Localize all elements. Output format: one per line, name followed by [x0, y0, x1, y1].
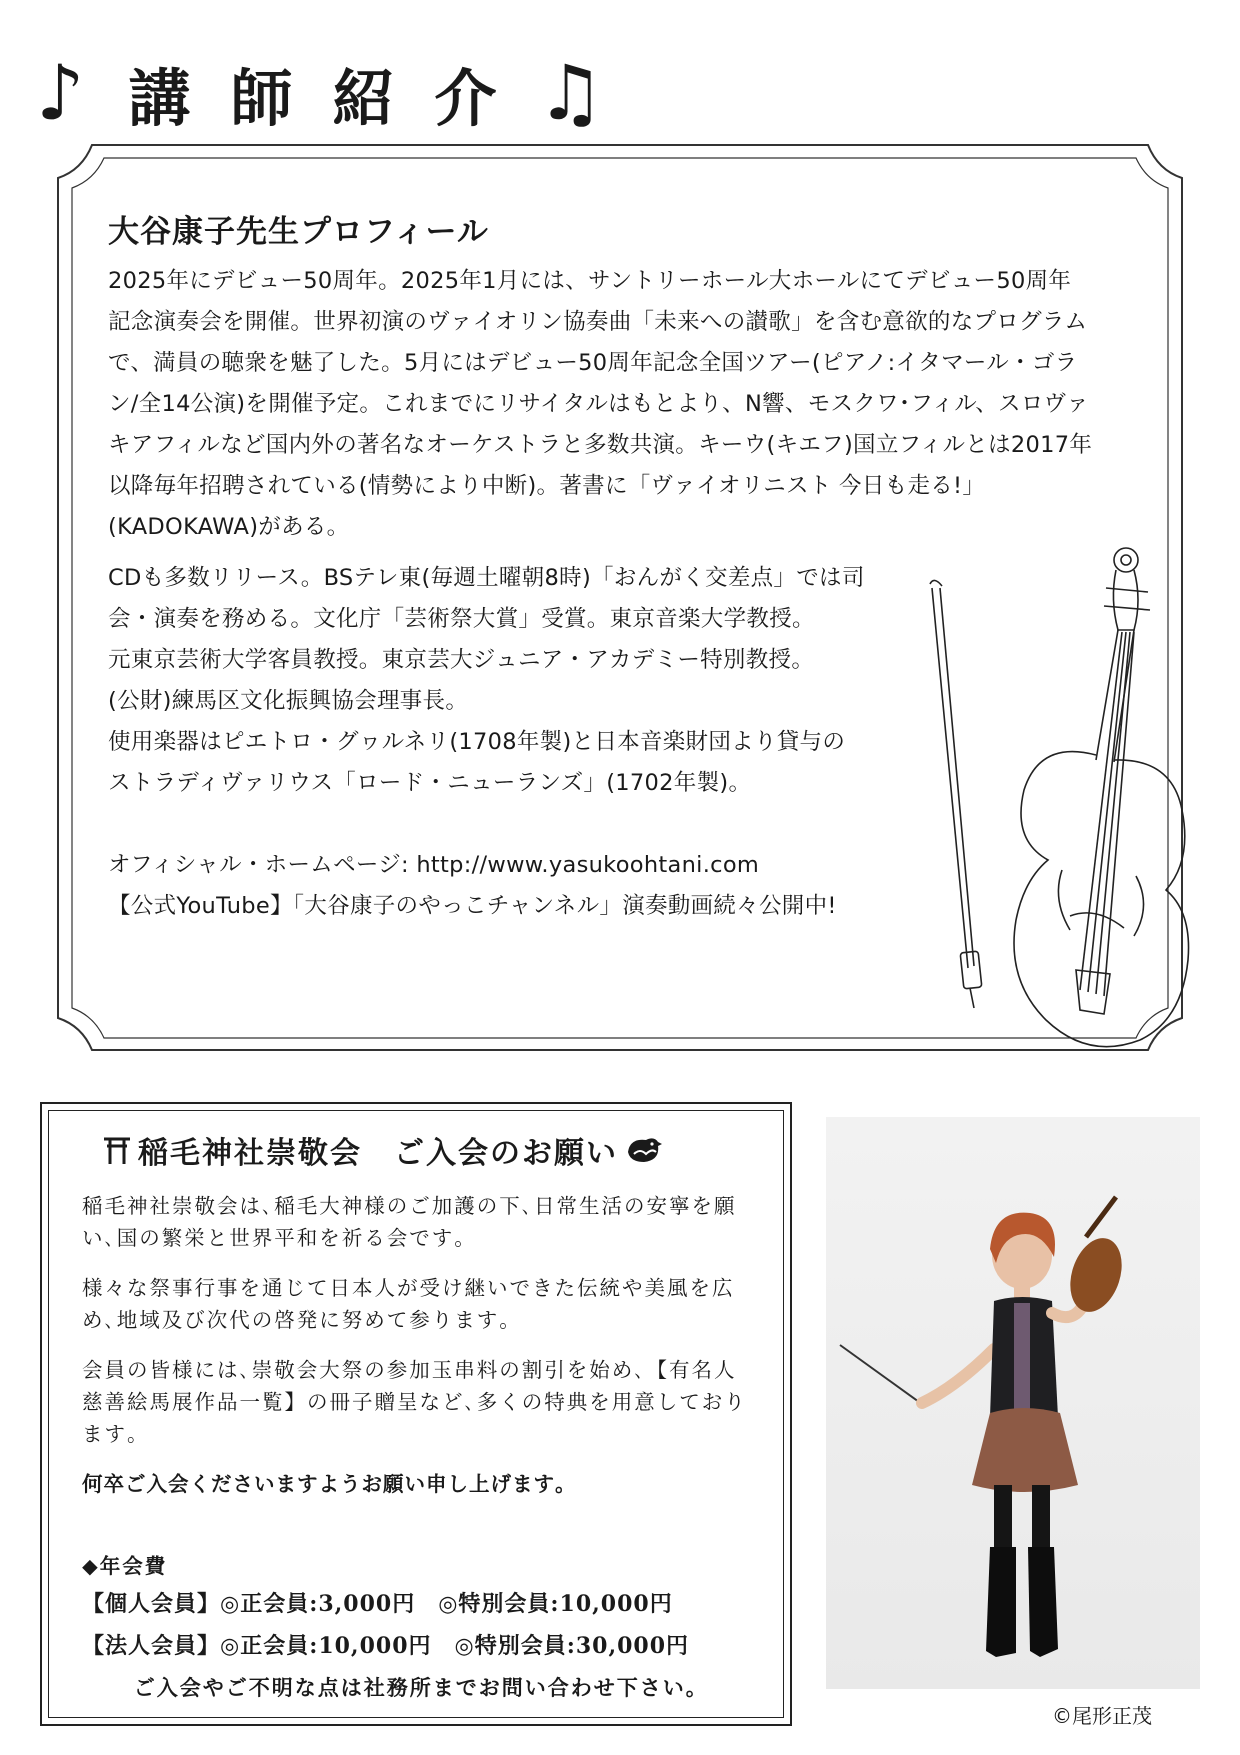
shrine-contact-footer: ご入会やご不明な点は社務所までお問い合わせ下さい｡: [133, 1675, 699, 1700]
shrine-membership-box: [40, 1102, 792, 1726]
bird-icon: [624, 1134, 664, 1166]
photo-credit: ©尾形正茂: [1052, 1704, 1152, 1728]
profile-line: (公財)練馬区文化振興協会理事長。: [108, 688, 469, 714]
shrine-title: [102, 1128, 664, 1172]
profile-line: 会・演奏を務める。文化庁「芸術祭大賞」受賞。東京音楽大学教授。: [108, 606, 815, 632]
beamed-notes-icon: ♫: [536, 48, 605, 137]
profile-line: 使用楽器はピエトロ・グヮルネリ(1708年製)と日本音楽財団より貸与の: [108, 729, 846, 755]
fee-individual: 【個人会員】◎正会員:3,000円 ◎特別会員:10,000円: [82, 1591, 673, 1617]
profile-line: CDも多数リリース。BSテレ東(毎週土曜朝8時)「おんがく交差点」では司: [108, 565, 865, 591]
profile-line: 元東京芸術大学客員教授。東京芸大ジュニア・アカデミー特別教授。: [108, 647, 815, 673]
fee-corporate: 【法人会員】◎正会員:10,000円 ◎特別会員:30,000円: [82, 1633, 690, 1659]
annual-fee-heading: ◆年会費: [82, 1554, 168, 1578]
shrine-paragraph: 様々な祭事行事を通じて日本人が受け継いできた伝統や美風を広め､地域及び次代の啓発に努めて参ります｡: [82, 1276, 735, 1332]
youtube-notice: 【公式YouTube】「大谷康子のやっこチャンネル」演奏動画続々公開中!: [108, 893, 837, 919]
homepage-link[interactable]: オフィシャル・ホームページ: http://www.yasukoohtani.com: [108, 852, 760, 878]
shrine-body: [82, 1190, 752, 1670]
shrine-paragraph: 会員の皆様には､崇敬会大祭の参加玉串料の割引を始め､【有名人慈善絵馬展作品一覧】の冊子贈呈など､多くの特典を用意しております｡: [82, 1358, 747, 1446]
profile-paragraph-2: [108, 558, 928, 804]
violinist-photo: [826, 1117, 1200, 1689]
shrine-title-text: 稲毛神社崇敬会 ご入会のお願い: [138, 1136, 618, 1171]
violin-illustration-icon: [920, 540, 1200, 1080]
shrine-request: 何卒ご入会くださいますようお願い申し上げます｡: [82, 1472, 567, 1496]
shrine-paragraph: 稲毛神社崇敬会は､稲毛大神様のご加護の下､日常生活の安寧を願い､国の繁栄と世界平和を祈る会です｡: [82, 1194, 737, 1250]
page-title-text: 講師紹介: [128, 61, 537, 135]
profile-paragraph-1: 2025年にデビュー50周年。2025年1月には、サントリーホール大ホールにてデビュー50周年記念演奏会を開催。世界初演のヴァイオリン協奏曲「未来への讃歌」を含む意欲的なプログラムで、満員の聴衆を魅了した。5月にはデビュー50周年記念全国ツアー(ピアノ:イタマール・ゴラン/全14公演)を開催予定。これまでにリサイタルはもとより、N響、モスクワ･フィル、スロヴァキアフィルなど国内外の著名なオーケストラと多数共演。キーウ(キエフ)国立フィルとは2017年以降毎年招聘されている(情勢により中断)。著書に「ヴァイオリニスト 今日も走る!」(KADOKAWA)がある。: [108, 268, 1093, 540]
profile-heading: 大谷康子先生プロフィール: [108, 214, 489, 250]
eighth-note-icon: ♪: [36, 48, 85, 137]
violinist-figure: [826, 1117, 1200, 1689]
profile-line: ストラディヴァリウス「ロード・ニューランズ」(1702年製)。: [108, 770, 752, 796]
torii-icon: [102, 1135, 132, 1165]
